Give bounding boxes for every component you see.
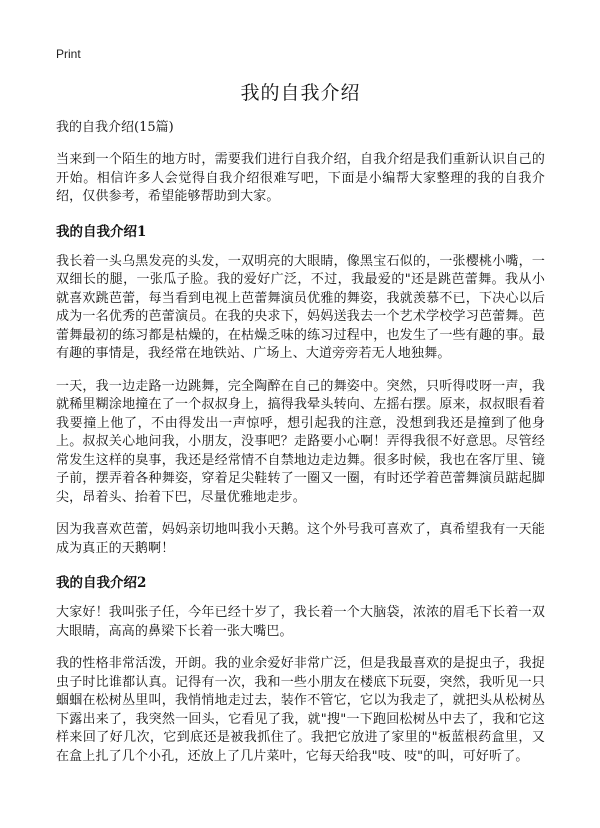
section-1-paragraph-1: 我长着一头乌黑发亮的头发，一双明亮的大眼睛，像黑宝石似的，一张樱桃小嘴，一双细长的腿，一张瓜子脸。我的爱好广泛，不过，我最爱的"还是跳芭蕾舞。我从小就喜欢跳芭蕾，每当看到电视上芭蕾舞演员优雅的舞姿，我就羡慕不已，下决心以后成为一名优秀的芭蕾演员。在我的央求下，妈妈送我去一个艺术学校学习芭蕾舞。芭蕾舞最初的练习都是枯燥的，在枯燥乏味的练习过程中，也发生了一些有趣的事。最有趣的事情是，我经常在地铁站、广场上、大道旁旁若无人地独舞。 xyxy=(56,253,545,361)
section-heading-1: 我的自我介绍1 xyxy=(56,223,147,240)
intro-paragraph: 当来到一个陌生的地方时，需要我们进行自我介绍，自我介绍是我们重新认识自己的开始。相信许多人会觉得自我介绍很难写吧，下面是小编帮大家整理的我的自我介绍，仅供参考，希望能够帮助到大家。 xyxy=(56,152,545,204)
section-heading-2: 我的自我介绍2 xyxy=(56,575,147,591)
section-1-paragraph-3: 因为我喜欢芭蕾，妈妈亲切地叫我小天鹅。这个外号我可喜欢了，真希望我有一天能成为真正的天鹅啊！ xyxy=(56,522,545,556)
section-2-paragraph-1: 大家好！我叫张子任，今年已经十岁了，我长着一个大脑袋，浓浓的眉毛下长着一双大眼睛，高高的鼻梁下长着一张大嘴巴。 xyxy=(56,605,545,639)
section-1-paragraph-2: 一天，我一边走路一边跳舞，完全陶醉在自己的舞姿中。突然，只听得哎呀一声，我就稀里糊涂地撞在了一个叔叔身上，搞得我晕头转向、左摇右摆。原来，叔叔眼看着我要撞上他了，不由得发出一声惊呼，想引起我的注意，没想到我还是撞到了他身上。叔叔关心地问我，小朋友，没事吧？走路要小心啊！弄得我很不好意思。尽管经常发生这样的臭事，我还是经常情不自禁地边走边舞。很多时候，我也在客厅里、镜子前，摆弄着各种舞姿，穿着足尖鞋转了一圈又一圈，有时还学着芭蕾舞演员踮起脚尖，昂着头、抬着下巴，尽量优雅地走步。 xyxy=(56,378,545,505)
section-2-paragraph-2: 我的性格非常活泼，开朗。我的业余爱好非常广泛，但是我最喜欢的是捉虫子，我捉虫子时比谁都认真。记得有一次，我和一些小朋友在楼底下玩耍，突然，我听见一只蝈蝈在松树丛里叫，我悄悄地走过去，装作不管它，它以为我走了，就把头从松树丛下露出来了，我突然一回头，它看见了我，就"搜"一下跑回松树丛中去了，我和它这样来回了好几次，它到底还是被我抓住了。我把它放进了家里的"板蓝根药盒里，又在盒上扎了几个小孔，还放上了几片菜叶，它每天给我"吱、吱"的叫，可好听了。 xyxy=(56,656,545,764)
print-link[interactable]: Print xyxy=(56,47,81,61)
page-title: 我的自我介绍 xyxy=(240,82,361,104)
document-subtitle: 我的自我介绍(15篇) xyxy=(56,120,174,135)
